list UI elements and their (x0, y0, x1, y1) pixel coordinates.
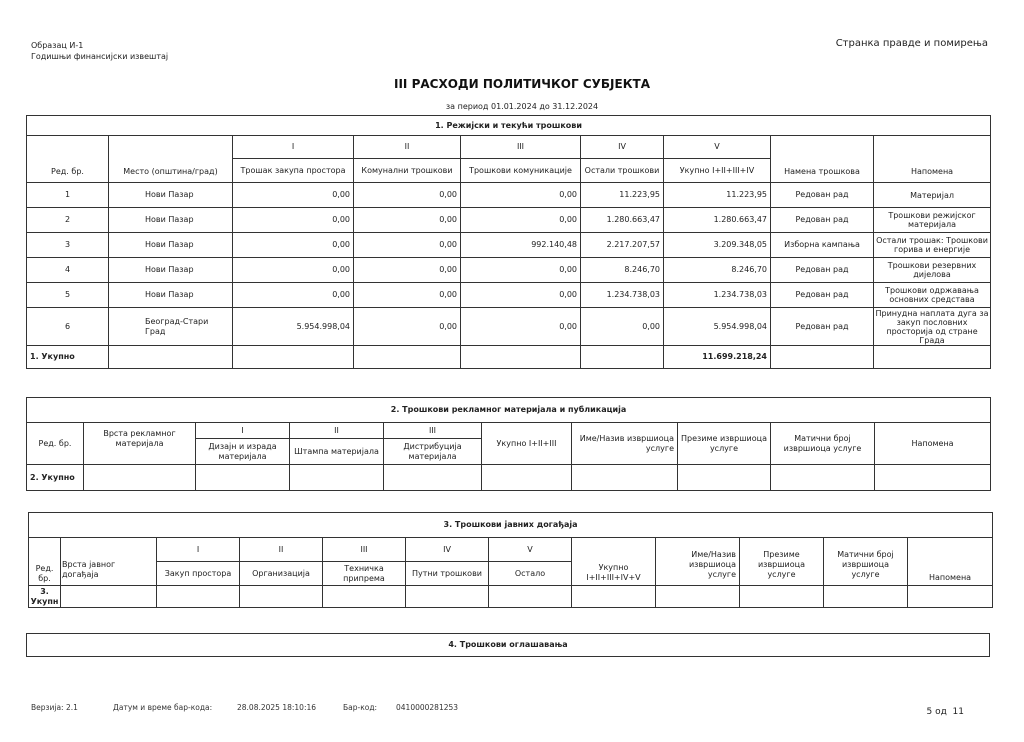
header-note: Напомена (875, 423, 991, 465)
cell-row-total: 1.234.738,03 (664, 283, 771, 308)
cell-communication: 0,00 (461, 208, 581, 233)
form-name: Годишњи финансијски извештај (31, 52, 169, 61)
cell-utilities: 0,00 (354, 183, 461, 208)
header-design: Дизајн и израда материјала (196, 439, 290, 465)
table-row (27, 233, 991, 258)
cell-utilities: 0,00 (354, 308, 461, 346)
roman-2: II (354, 136, 461, 159)
header-other: Остали трошкови (581, 159, 664, 183)
cell-purpose: Редован рад (771, 258, 874, 283)
cell-other-costs: 1.234.738,03 (581, 283, 664, 308)
cell-note: Принудна наплата дуга за закуп пословних просторија од стране Града (875, 308, 989, 345)
barcode-datetime-label: Датум и време бар-кода: (113, 703, 213, 712)
cell-rent: 0,00 (233, 208, 354, 233)
header-total: Укупно I+II+III+IV (664, 159, 771, 183)
header-ad-type: Врста рекламног материјала (84, 423, 196, 465)
header-communication: Трошкови комуникације (461, 159, 581, 183)
table-row (27, 283, 991, 308)
header-note: Напомена (908, 538, 993, 586)
cell-place: Нови Пазар (109, 208, 233, 233)
cell-rent: 0,00 (233, 233, 354, 258)
cell-other-costs: 1.280.663,47 (581, 208, 664, 233)
header-printing: Штампа материјала (290, 439, 384, 465)
roman-1: I (157, 538, 240, 562)
header-provider-name: Име/Назив извршиоца услуге (656, 538, 740, 586)
cell-row-number: 3 (27, 233, 109, 258)
section1-total-label: 1. Укупно (27, 346, 109, 369)
roman-3: III (323, 538, 406, 562)
header-other: Остало (489, 562, 572, 586)
table-row (27, 258, 991, 283)
cell-purpose: Изборна кампања (771, 233, 874, 258)
header-total: Укупно I+II+III+IV+V (572, 538, 656, 586)
header-organization: Организација (240, 562, 323, 586)
cell-row-number: 1 (27, 183, 109, 208)
section1-title: 1. Режијски и текући трошкови (27, 116, 991, 136)
cell-communication: 992.140,48 (461, 233, 581, 258)
form-code: Образац И-1 (31, 41, 84, 50)
header-technical-prep: Техничка припрема (323, 562, 406, 586)
section3-total-label: 3. Укупн (29, 586, 61, 608)
cell-row-total: 11.223,95 (664, 183, 771, 208)
cell-other-costs: 2.217.207,57 (581, 233, 664, 258)
cell-place: Београд-Стари Град (109, 308, 233, 346)
cell-rent: 0,00 (233, 183, 354, 208)
section2-table (26, 397, 991, 491)
page-number: 5 од 11 (926, 707, 964, 717)
header-rent: Трошак закупа простора (233, 159, 354, 183)
cell-note: Материјал (874, 183, 991, 208)
header-row-number: Ред. бр. (27, 423, 84, 465)
roman-5: V (664, 136, 771, 159)
cell-note: Трошкови резервних дијелова (874, 258, 991, 283)
table-row (27, 183, 991, 208)
roman-4: IV (581, 136, 664, 159)
cell-place: Нови Пазар (109, 258, 233, 283)
header-venue-rent: Закуп простора (157, 562, 240, 586)
cell-other-costs: 8.246,70 (581, 258, 664, 283)
header-provider-reg-no: Матични број извршиоца услуге (771, 423, 875, 465)
roman-2: II (240, 538, 323, 562)
page-title: III РАСХОДИ ПОЛИТИЧКОГ СУБЈЕКТА (394, 77, 650, 91)
roman-3: III (461, 136, 581, 159)
cell-purpose: Редован рад (771, 308, 874, 346)
section4-table (26, 633, 990, 657)
roman-3: III (384, 423, 482, 439)
barcode-datetime: 28.08.2025 18:10:16 (237, 703, 317, 712)
cell-communication: 0,00 (461, 258, 581, 283)
header-provider-name: Име/Назив извршиоца услуге (572, 423, 678, 465)
cell-communication: 0,00 (461, 183, 581, 208)
cell-row-number: 5 (27, 283, 109, 308)
form-identifier (31, 40, 168, 62)
section2-title: 2. Трошкови рекламног материјала и публикација (27, 398, 991, 423)
cell-other-costs: 11.223,95 (581, 183, 664, 208)
cell-communication: 0,00 (461, 283, 581, 308)
header-travel: Путни трошкови (406, 562, 489, 586)
cell-row-total: 5.954.998,04 (664, 308, 771, 346)
roman-2: II (290, 423, 384, 439)
header-provider-surname: Презиме извршиоца услуге (678, 423, 771, 465)
header-row-number: Ред. бр. (27, 136, 109, 183)
header-event-type: Врста јавног догађаја (61, 538, 157, 586)
cell-other-costs: 0,00 (581, 308, 664, 346)
roman-1: I (196, 423, 290, 439)
cell-utilities: 0,00 (354, 233, 461, 258)
cell-row-total: 1.280.663,47 (664, 208, 771, 233)
header-distribution: Дистрибуција материјала (384, 439, 482, 465)
cell-utilities: 0,00 (354, 208, 461, 233)
header-total: Укупно I+II+III (482, 423, 572, 465)
cell-rent: 0,00 (233, 283, 354, 308)
cell-communication: 0,00 (461, 308, 581, 346)
header-place: Место (општина/град) (109, 136, 233, 183)
cell-note: Трошкови одржавања основних средстава (874, 283, 991, 308)
section3-title: 3. Трошкови јавних догађаја (29, 513, 993, 538)
table-row (27, 308, 991, 346)
roman-1: I (233, 136, 354, 159)
section2-total-label: 2. Укупно (27, 465, 84, 491)
header-utilities: Комунални трошкови (354, 159, 461, 183)
cell-row-total: 8.246,70 (664, 258, 771, 283)
cell-note: Остали трошак: Трошкови горива и енергије (874, 233, 991, 258)
cell-rent: 0,00 (233, 258, 354, 283)
section4-title: 4. Трошкови оглашавања (27, 634, 990, 657)
header-row-number: Ред. бр. (29, 538, 61, 586)
cell-place: Нови Пазар (109, 183, 233, 208)
cell-utilities: 0,00 (354, 283, 461, 308)
table-row (27, 208, 991, 233)
roman-4: IV (406, 538, 489, 562)
cell-purpose: Редован рад (771, 208, 874, 233)
cell-row-total: 3.209.348,05 (664, 233, 771, 258)
cell-row-number: 4 (27, 258, 109, 283)
cell-place: Нови Пазар (109, 283, 233, 308)
section1-total-value: 11.699.218,24 (664, 346, 771, 369)
barcode-value: 0410000281253 (396, 703, 459, 712)
header-provider-surname: Презиме извршиоца услуге (740, 538, 824, 586)
cell-place: Нови Пазар (109, 233, 233, 258)
report-period: за период 01.01.2024 до 31.12.2024 (445, 102, 599, 111)
header-provider-reg-no: Матични број извршиоца услуге (824, 538, 908, 586)
header-purpose: Намена трошкова (771, 136, 874, 183)
cell-purpose: Редован рад (771, 183, 874, 208)
roman-5: V (489, 538, 572, 562)
cell-note: Трошкови режијског материјала (874, 208, 991, 233)
cell-rent: 5.954.998,04 (233, 308, 354, 346)
barcode-label: Бар-код: (343, 703, 378, 712)
party-name: Странка правде и помирења (835, 38, 988, 49)
header-note: Напомена (874, 136, 991, 183)
cell-row-number: 6 (27, 308, 109, 346)
version: Верзија: 2.1 (31, 703, 78, 712)
cell-utilities: 0,00 (354, 258, 461, 283)
cell-row-number: 2 (27, 208, 109, 233)
section1-table (26, 115, 991, 369)
section3-table (28, 512, 993, 608)
cell-purpose: Редован рад (771, 283, 874, 308)
